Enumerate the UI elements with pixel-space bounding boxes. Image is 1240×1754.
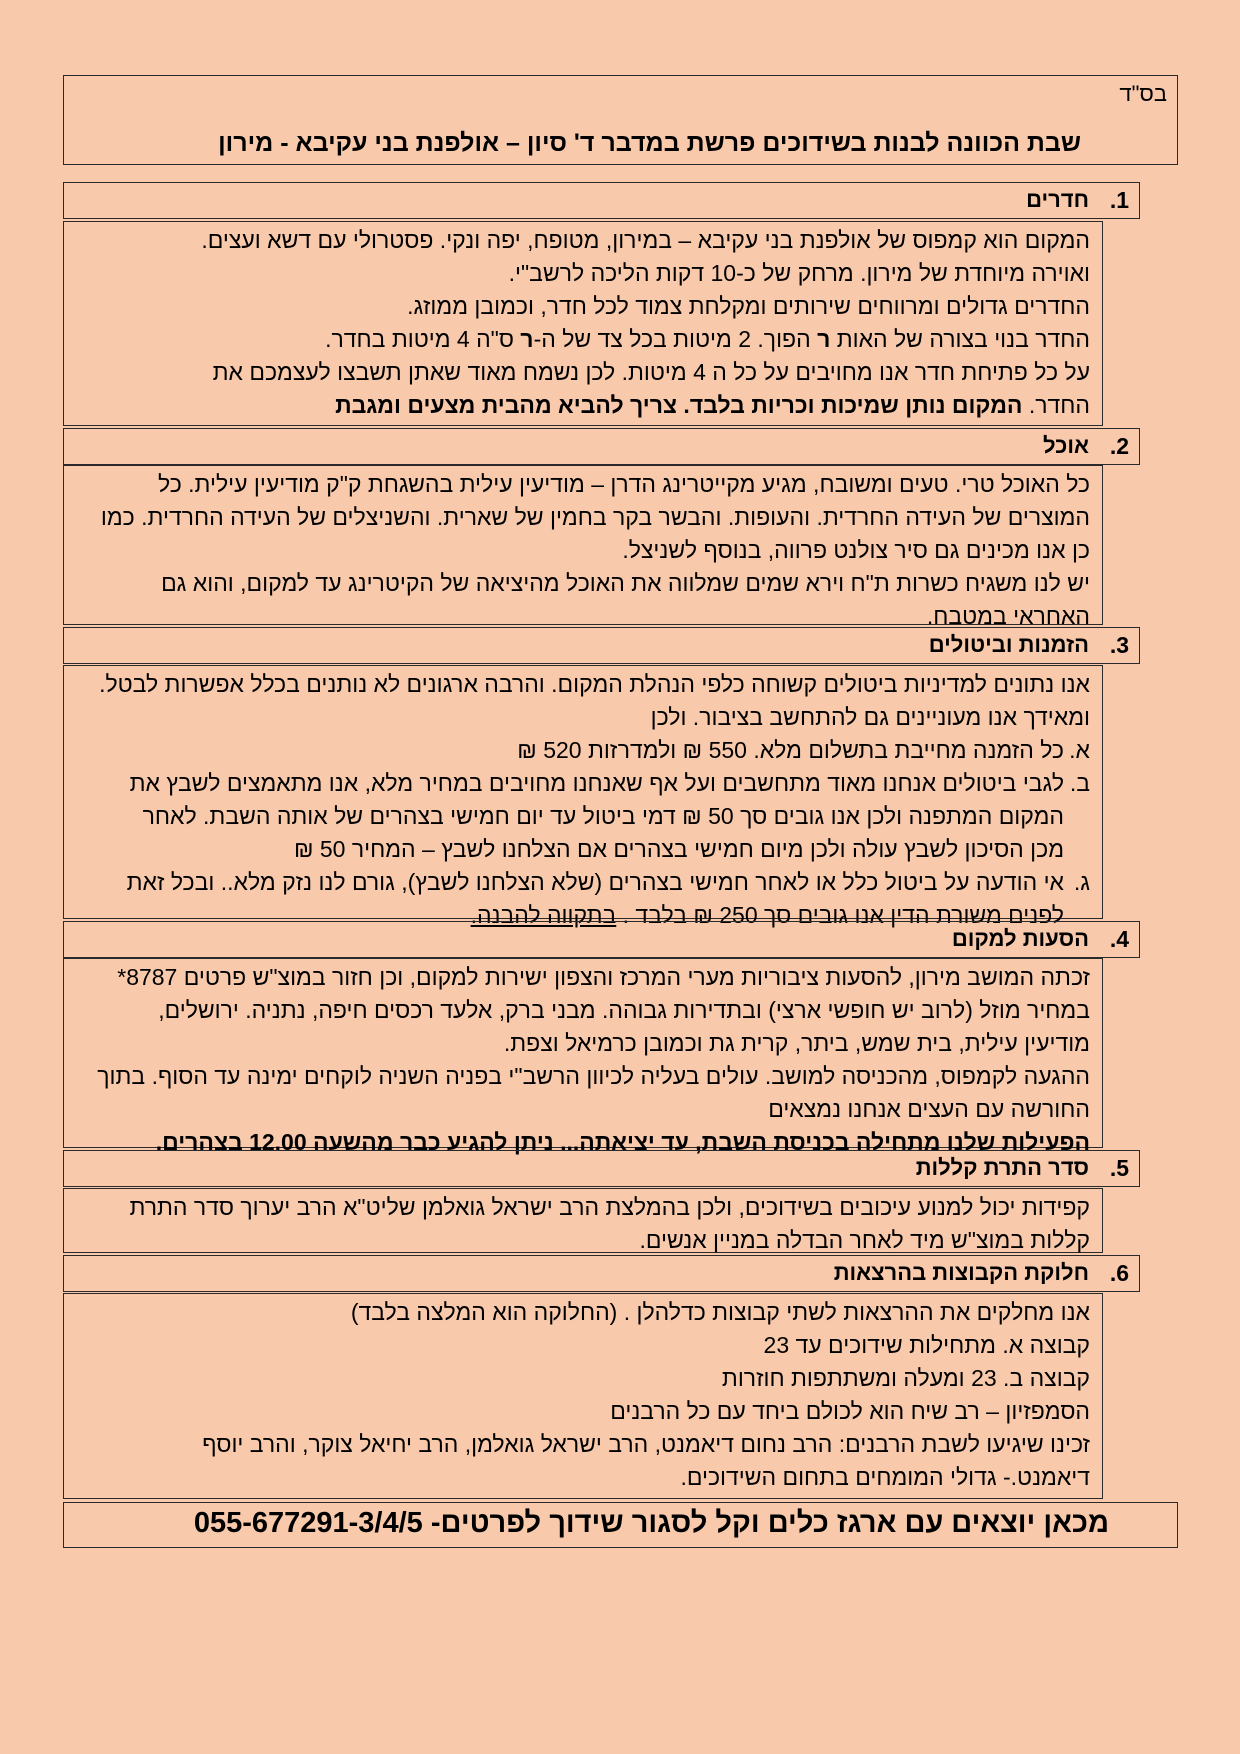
body-line: על כל פתיחת חדר אנו מחויבים על כל ה 4 מיטות. לכן נשמח מאוד שאתן תשבצו לעצמכם את [212,359,1090,385]
body-line [74,323,1090,356]
text-span: החדר בנוי בצורה של האות [830,326,1090,352]
bsd-mark: בס"ד [1119,81,1167,106]
section-title: הזמנות וביטולים [928,632,1089,657]
document-header [63,75,1178,165]
contact-text: מכאן יוצאים עם ארגז כלים וקל לסגור שידוך לפרטים- 055-677291-3/4/5 [193,1507,1109,1539]
body-line: קבוצה א. מתחילות שידוכים עד 23 [763,1332,1090,1358]
list-item-continuation: המקום המתפנה ולכן אנו גובים סך 50 ₪ דמי ביטול עד יום חמישי בצהרים של אותה השבת. לאחר [142,803,1064,829]
section-1-header [63,182,1140,219]
section-4-body [63,958,1103,1155]
section-number: 5. [1109,1155,1129,1181]
section-6-body [63,1293,1103,1499]
list-marker: ג. [1073,869,1090,895]
body-line: החורשה עם העצים אנחנו נמצאים [768,1096,1090,1122]
body-line: זכינו שיגיעו לשבת הרבנים: הרב נחום דיאמנט, הרב ישראל גואלמן, הרב יחיאל צוקר, והרב יוסף [202,1431,1090,1457]
body-line: כל האוכל טרי. טעים ומשובח, מגיע מקייטרינג הדרן – מודיעין עילית בהשגחת ק"ק מודיעין עילית. כל [157,471,1090,497]
bold-letter: ר [520,326,534,352]
body-line: במחיר מוזל (לרוב יש חופשי ארצי) ובתדירות גבוהה. מבני ברק, אלעד רכסים חיפה, נתניה. ירושלים, [158,997,1090,1023]
body-line: אנו נתונים למדיניות ביטולים קשוחה כלפי הנהלת המקום. והרבה ארגונים לא נותנים בכלל אפשרות לבטל. [99,671,1090,697]
text-span: ס"ה 4 מיטות בחדר. [325,326,521,352]
underlined-text: בתקווה להבנה. [470,902,617,928]
body-line: המוצרים של העידה החרדית. והעופות. והבשר בקר בחמין של שארית. והשניצלים של העידה החרדית. כמו [100,504,1090,530]
section-1-body [63,221,1103,426]
body-line: החדרים גדולים ומרווחים שירותים ומקלחת צמוד לכל חדר, וכמובן ממוזג. [407,293,1090,319]
body-line: קבוצה ב. 23 ומעלה ומשתתפות חוזרות [721,1365,1090,1391]
list-marker: א. [1069,737,1090,763]
body-line: המקום הוא קמפוס של אולפנת בני עקיבא – במירון, מטופח, יפה ונקי. פסטרולי עם דשא ועצים. [201,227,1090,253]
list-item [74,734,1090,767]
body-line: מודיעין עילית, בית שמש, ביתר, קרית גת וכמובן כרמיאל וצפת. [503,1030,1090,1056]
bold-text: המקום נותן שמיכות וכריות בלבד. צריך להביא מהבית מצעים ומגבת [335,392,1023,418]
list-item-text: אי הודעה על ביטול כלל או לאחר חמישי בצהרים (שלא הצלחנו לשבץ), גורם לנו נזק מלא.. ובכל זאת [126,869,1064,895]
body-line: הסמפזיון – רב שיח הוא לכולם ביחד עם כל הרבנים [610,1398,1090,1424]
section-number: 3. [1109,632,1129,658]
section-title: הסעות למקום [951,926,1089,951]
body-line: ההגעה לקמפוס, מהכניסה למושב. עולים בעליה לכיוון הרשב"י בפניה השניה לוקחים ימינה עד הסוף. בתוך [97,1063,1090,1089]
page-title: שבת הכוונה לבנות בשידוכים פרשת במדבר ד' סיון – אולפנת בני עקיבא - מירון [218,129,1081,157]
text-span: לפנים משורת הדין אנו גובים סך 250 ₪ בלבד . [616,902,1064,928]
section-3-body [63,665,1103,928]
body-line: זכתה המושב מירון, להסעות ציבוריות מערי המרכז והצפון ישירות למקום, וכן חזור במוצ"ש פרטים 8787* [117,964,1090,990]
section-4-header [63,921,1140,958]
body-line [74,389,1090,422]
text-span: החדר. [1022,392,1090,418]
list-marker: ב. [1069,770,1090,796]
text-span: הפוך. 2 מיטות בכל צד של ה- [533,326,818,352]
section-title: סדר התרת קללות [915,1155,1089,1180]
list-item-text: כל הזמנה מחייבת בתשלום מלא. 550 ₪ ולמדרזות 520 ₪ [517,737,1064,763]
list-item-text: לגבי ביטולים אנחנו מאוד מתחשבים ועל אף שאנחנו מחויבים במחיר מלא, אנו מתאמצים לשבץ את [129,770,1064,796]
body-line: קללות במוצ"ש מיד לאחר הבדלה במניין אנשים. [639,1227,1090,1253]
section-3-header [63,627,1140,664]
section-title: חדרים [1026,187,1089,212]
bold-letter: ר [817,326,831,352]
section-number: 6. [1109,1260,1129,1286]
list-item [74,767,1090,800]
body-line: אנו מחלקים את ההרצאות לשתי קבוצות כדלהלן . (החלוקה הוא המלצה בלבד) [350,1299,1090,1325]
list-item-continuation: מכן הסיכון לשבץ עולה ולכן מיום חמישי בצהרים אם הצלחנו לשבץ – המחיר 50 ₪ [293,836,1064,862]
body-line: דיאמנט.- גדולי המומחים בתחום השידוכים. [680,1464,1090,1490]
section-6-header [63,1255,1140,1292]
body-line: ואוירה מיוחדת של מירון. מרחק של כ-10 דקות הליכה לרשב"י. [508,260,1090,286]
section-2-header [63,428,1140,465]
section-number: 4. [1109,926,1129,952]
contact-footer [63,1502,1178,1548]
section-2-body [63,465,1103,629]
section-number: 1. [1109,187,1129,213]
section-number: 2. [1109,433,1129,459]
bold-line: הפעילות שלנו מתחילה בכניסת השבת, עד יציאתה... ניתן להגיע כבר מהשעה 12.00 בצהרים. [155,1129,1090,1155]
body-line: האחראי במטבח. [926,603,1090,629]
section-5-body [63,1188,1103,1253]
body-line: יש לנו משגיח כשרות ת"ח וירא שמים שמלווה את האוכל מהיציאה של הקיטרינג עד למקום, והוא גם [161,570,1090,596]
body-line: ומאידך אנו מעוניינים גם להתחשב בציבור. ולכן [650,704,1090,730]
body-line: קפידות יכול למנוע עיכובים בשידוכים, ולכן בהמלצת הרב ישראל גואלמן שליט"א הרב יערוך סדר התרת [129,1194,1090,1220]
section-title: אוכל [1043,433,1089,458]
list-item [74,866,1090,899]
section-5-header [63,1150,1140,1187]
body-line: כן אנו מכינים גם סיר צולנט פרווה, בנוסף לשניצל. [622,537,1090,563]
section-title: חלוקת הקבוצות בהרצאות [833,1260,1089,1285]
